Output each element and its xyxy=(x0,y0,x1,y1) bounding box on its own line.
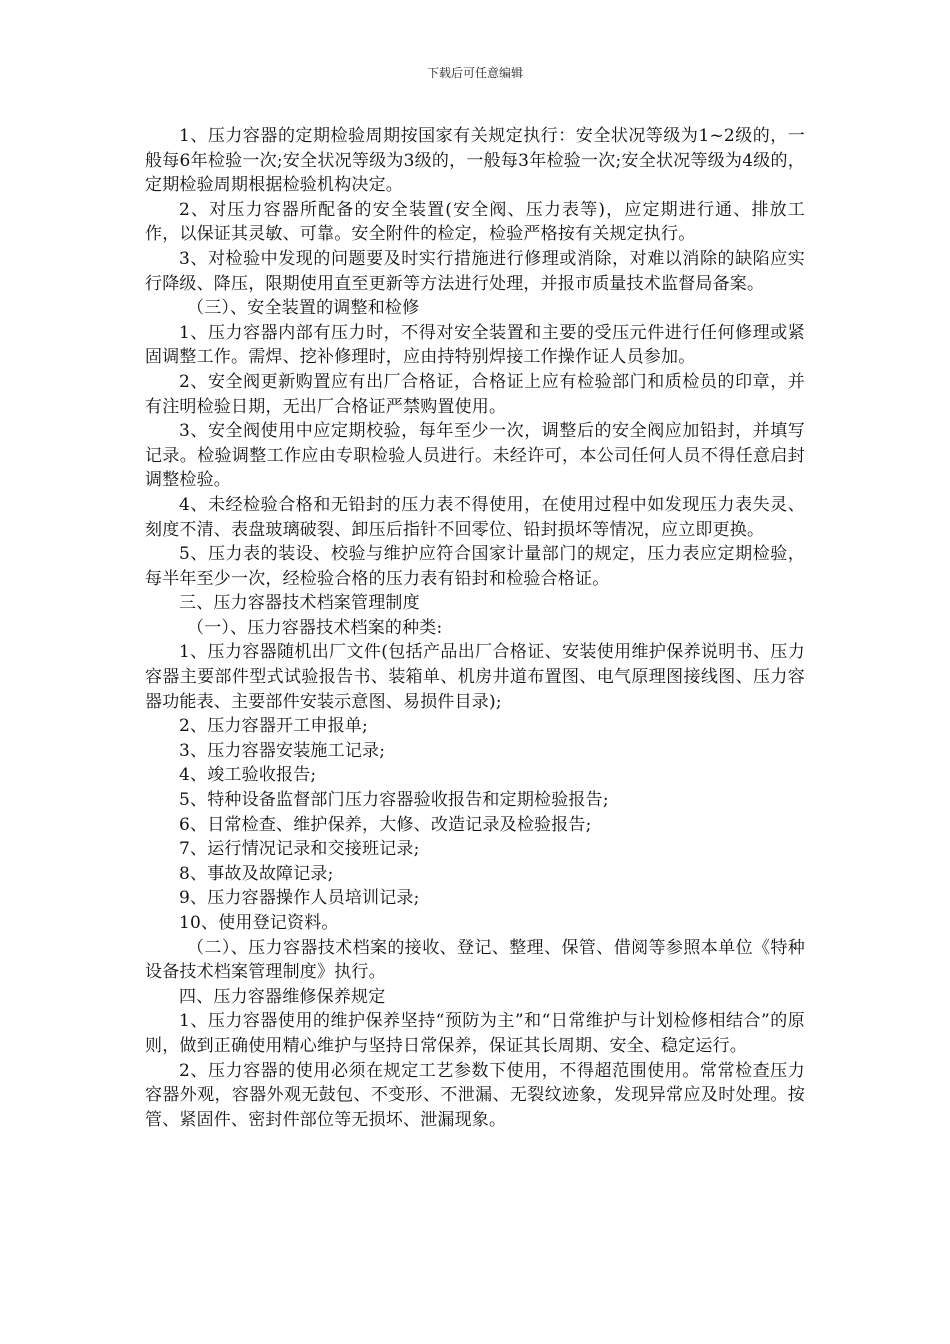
paragraph: 1、压力容器使用的维护保养坚持“预防为主”和“日常维护与计划检修相结合”的原则，做到正确使用精心维护与坚持日常保养，保证其长周期、安全、稳定运行。 xyxy=(145,1011,805,1056)
paragraph: 1、压力容器随机出厂文件(包括产品出厂合格证、安装使用维护保养说明书、压力容器主要部件型式试验报告书、装箱单、机房井道布置图、电气原理图接线图、压力容器功能表、主要部件安装示意图、易损件目录); xyxy=(145,642,805,712)
paragraph: （二）、压力容器技术档案的接收、登记、整理、保管、借阅等参照本单位《特种设备技术档案管理制度》执行。 xyxy=(145,937,805,983)
list-item: 7、运行情况记录和交接班记录; xyxy=(179,839,420,860)
paragraph: 3、对检验中发现的问题要及时实行措施进行修理或消除，对难以消除的缺陷应实行降级、降压，限期使用直至更新等方法进行处理，并报市质量技术监督局备案。 xyxy=(145,248,805,294)
paragraph: 2、压力容器的使用必须在规定工艺参数下使用，不得超范围使用。常常检查压力容器外观，容器外观无鼓包、不变形、不泄漏、无裂纹迹象，发现异常应及时处理。按管、紧固件、密封件部位等无损坏、泄漏现象。 xyxy=(145,1060,805,1130)
paragraph: 4、未经检验合格和无铅封的压力表不得使用，在使用过程中如发现压力表失灵、刻度不清、表盘玻璃破裂、卸压后指针不回零位、铅封损坏等情况，应立即更换。 xyxy=(145,494,805,540)
paragraph: 5、压力表的装设、校验与维护应符合国家计量部门的规定，压力表应定期检验，每半年至少一次，经检验合格的压力表有铅封和检验合格证。 xyxy=(145,544,805,589)
list-item: 3、压力容器安装施工记录; xyxy=(179,740,386,761)
list-item: 5、特种设备监督部门压力容器验收报告和定期检验报告; xyxy=(179,790,609,811)
document-body xyxy=(145,124,805,1132)
list-item: 9、压力容器操作人员培训记录; xyxy=(179,888,420,909)
list-item: 10、使用登记资料。 xyxy=(179,913,339,933)
list-item: 8、事故及故障记录; xyxy=(179,863,334,884)
paragraph: 2、安全阀更新购置应有出厂合格证，合格证上应有检验部门和质检员的印章，并有注明检验日期，无出厂合格证严禁购置使用。 xyxy=(145,371,805,417)
page-header-note: 下载后可任意编辑 xyxy=(426,66,523,80)
paragraph: 1、压力容器内部有压力时，不得对安全装置和主要的受压元件进行任何修理或紧固调整工作。需焊、挖补修理时，应由持特别焊接工作操作证人员参加。 xyxy=(145,322,805,368)
paragraph: 3、安全阀使用中应定期校验，每年至少一次，调整后的安全阀应加铅封，并填写记录。检验调整工作应由专职检验人员进行。未经许可，本公司任何人员不得任意启封调整检验。 xyxy=(145,421,805,491)
paragraph: 1、压力容器的定期检验周期按国家有关规定执行：安全状况等级为1~2级的，一般每6年检验一次;安全状况等级为3级的，一般每3年检验一次;安全状况等级为4级的，定期检验周期根据检验机构决定。 xyxy=(145,126,805,196)
paragraph: 2、对压力容器所配备的安全装置(安全阀、压力表等)，应定期进行通、排放工作，以保证其灵敏、可靠。安全附件的检定，检验严格按有关规定执行。 xyxy=(145,199,805,245)
section-heading: 四、压力容器维修保养规定 xyxy=(179,986,386,1007)
list-item: 6、日常检查、维护保养，大修、改造记录及检验报告; xyxy=(179,814,592,835)
list-item: 2、压力容器开工申报单; xyxy=(179,716,368,737)
list-item: 4、竣工验收报告; xyxy=(179,765,317,786)
section-subheading: （一）、压力容器技术档案的种类: xyxy=(187,617,443,638)
section-heading: 三、压力容器技术档案管理制度 xyxy=(179,593,420,614)
section-subheading: （三）、安全装置的调整和检修 xyxy=(187,298,420,319)
